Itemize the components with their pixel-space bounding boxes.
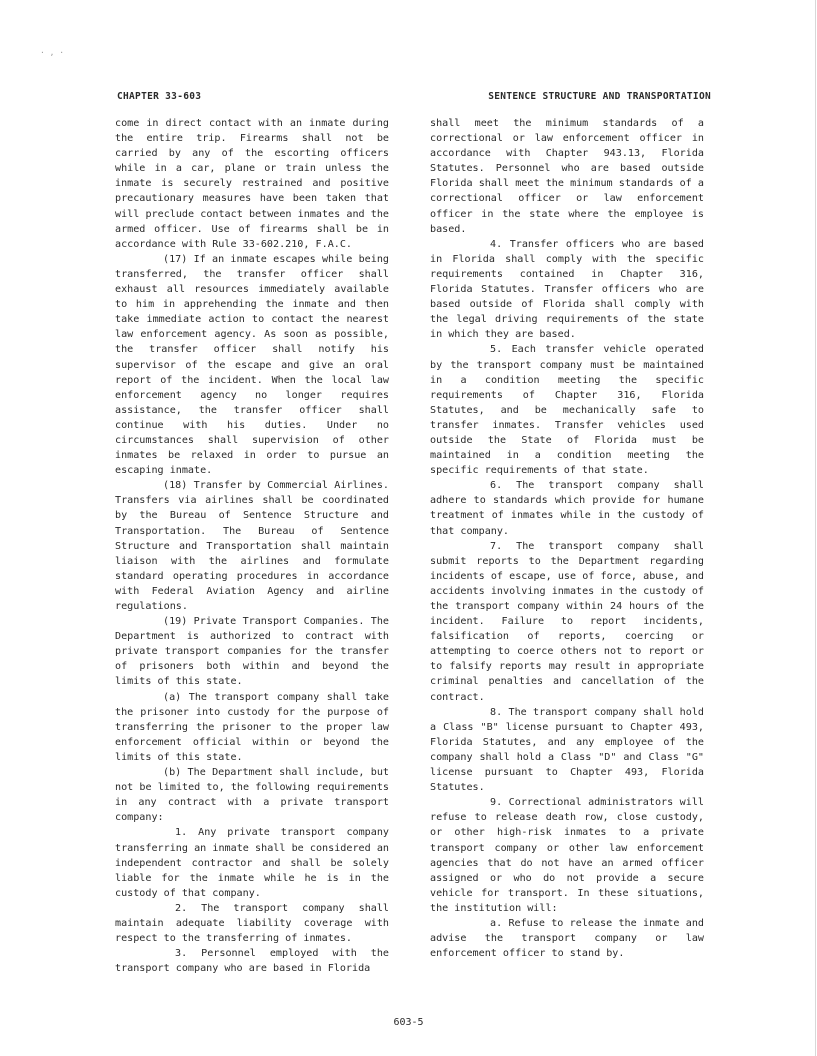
paragraph-17: (17) If an inmate escapes while being transferred, the transfer officer shall exhaust all resources immediately available to him in apprehending the inmate and then take immediate action to contact the nearest law enforcement agency. As soon as possible, the transfer officer shall notify his supervisor of the escape and give an oral report of the incident. When the local law enforcement agency no longer requires assistance, the transfer officer shall continue with his duties. Under no circumstances shall supervision of other inmates be relaxed in order to pursue an escaping inmate. (115, 253, 389, 477)
paragraph-19b-7: 7. The transport company shall submit reports to the Department regarding incidents of escape, use of force, abuse, and accidents involving inmates in the custody of the transport company within 24 hours of the incident. Failure to report incidents, falsification of reports, coercing or attempting to coerce others not to report or to falsify reports may result in appropriate criminal penalties and cancellation of the contract. (430, 540, 704, 703)
paragraph-19b-5: 5. Each transfer vehicle operated by the transport company must be maintained in a condition meeting the specific requirements of Chapter 316, Florida Statutes, and be mechanically safe to transfer inmates. Transfer vehicles used outside the State of Florida must be maintained in a condition meeting the specific requirements of that state. (430, 344, 704, 477)
paragraph: shall meet the minimum standards of a correctional or law enforcement officer in accordance with Chapter 943.13, Florida Statutes. Personnel who are based outside Florida shall meet the minimum standards of a correctional officer or law enforcement officer in the state where the employee is based. (430, 118, 704, 235)
page-number: 603-5 (393, 1017, 424, 1028)
paragraph-19b-4: 4. Transfer officers who are based in Florida shall comply with the specific requirements contained in Chapter 316, Florida Statutes. Transfer officers who are based outside of Florida shall comply with the legal driving requirements of the state in which they are based. (430, 238, 704, 341)
paragraph-19b-3: 3. Personnel employed with the transport company who are based in Florida (115, 948, 389, 975)
paragraph-19b-9: 9. Correctional administrators will refuse to release death row, close custody, or other high-risk inmates to a private transport company or other law enforcement agencies that do not have an armed officer assigned or who do not provide a secure vehicle for transport. In these situations, the institution will: (430, 797, 704, 914)
paragraph-19a: (a) The transport company shall take the prisoner into custody for the purpose of transferring the prisoner to the proper law enforcement official within or beyond the limits of this state. (115, 691, 389, 763)
right-column (430, 116, 704, 961)
scan-specks: · , · (40, 48, 65, 57)
page-edge (815, 0, 816, 1056)
paragraph: come in direct contact with an inmate during the entire trip. Firearms shall not be carried by any of the escorting officers while in a car, plane or train unless the inmate is securely restrained and positive precautionary measures have been taken that will preclude contact between inmates and the armed officer. Use of firearms shall be in accordance with Rule 33-602.210, F.A.C. (115, 118, 389, 250)
paragraph-19b-8: 8. The transport company shall hold a Class "B" license pursuant to Chapter 493, Florida Statutes, and any employee of the company shall hold a Class "D" and Class "G" license pursuant to Chapter 493, Florida Statutes. (430, 706, 704, 794)
paragraph-19b-6: 6. The transport company shall adhere to standards which provide for humane treatment of inmates while in the custody of that company. (430, 480, 704, 537)
paragraph-19b: (b) The Department shall include, but not be limited to, the following requirements in any contract with a private transport company: (115, 767, 389, 824)
left-column (115, 116, 389, 976)
chapter-header: CHAPTER 33-603 (117, 91, 202, 102)
paragraph-19b-2: 2. The transport company shall maintain adequate liability coverage with respect to the transferring of inmates. (115, 902, 389, 945)
paragraph-19: (19) Private Transport Companies. The Department is authorized to contract with private transport companies for the transfer of prisoners both within and beyond the limits of this state. (115, 616, 389, 688)
paragraph-18: (18) Transfer by Commercial Airlines. Transfers via airlines shall be coordinated by the Bureau of Sentence Structure and Transportation. The Bureau of Sentence Structure and Transportation shall maintain liaison with the airlines and formulate standard operating procedures in accordance with Federal Aviation Agency and airline regulations. (115, 480, 389, 612)
paragraph-19b-9a: a. Refuse to release the inmate and advise the transport company or law enforcement officer to stand by. (430, 917, 704, 960)
paragraph-19b-1: 1. Any private transport company transferring an inmate shall be considered an independent contractor and shall be solely liable for the inmate while he is in the custody of that company. (115, 827, 389, 899)
section-title-header: SENTENCE STRUCTURE AND TRANSPORTATION (488, 91, 711, 102)
